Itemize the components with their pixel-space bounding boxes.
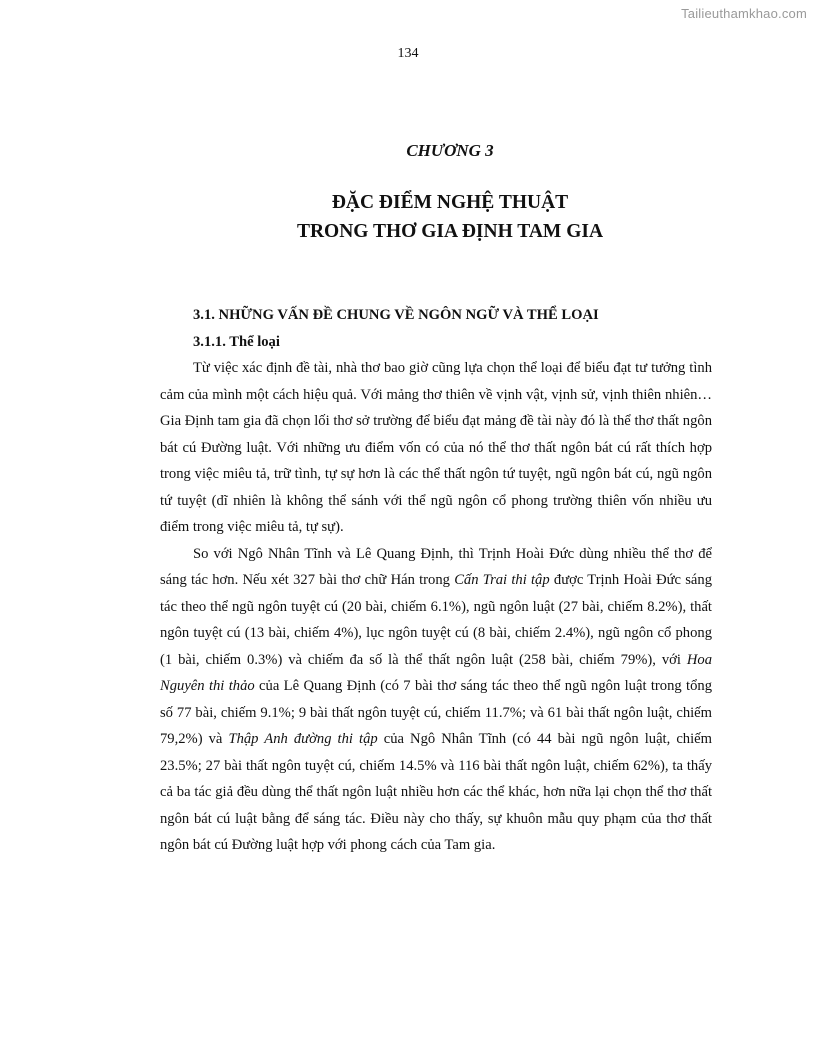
chapter-label: CHƯƠNG 3 <box>406 141 494 160</box>
paragraph-genre-statistics <box>160 541 712 859</box>
book-title-thap-anh: Thập Anh đường thi tập <box>228 731 378 747</box>
page-body <box>160 302 712 859</box>
text-span: của Lê Quang Định (có 7 bài thơ sáng tác theo thể ngũ ngôn luật trong tổng số 77 bài, chiếm 9.1%; 9 bài thất ngôn tuyệt cú, chiếm 11.7%; và 61 bài thất ngôn luật, chiếm 79,2%) và <box>160 678 712 747</box>
chapter-title-line-2: TRONG THƠ GIA ĐỊNH TAM GIA <box>296 221 604 242</box>
watermark: Tailieuthamkhao.com <box>681 6 807 21</box>
text-span: của Ngô Nhân Tĩnh (có 44 bài ngũ ngôn luật, chiếm 23.5%; 27 bài thất ngôn tuyệt cú, chiếm 14.5% và 116 bài thất ngôn luật, chiếm 62%), ta thấy cả ba tác giả đều dùng thể thất ngôn luật nhiều hơn các thể khác, hơn nữa lại chọn thể thơ thất ngôn bát cú luật bằng để sáng tác. Điều này cho thấy, sự khuôn mẫu quy phạm của thơ thất ngôn bát cú Đường luật hợp với phong cách của Tam gia. <box>160 731 712 853</box>
section-heading: 3.1. NHỮNG VẤN ĐỀ CHUNG VỀ NGÔN NGỮ VÀ THỂ LOẠI <box>193 307 599 323</box>
subsection-heading: 3.1.1. Thể loại <box>193 333 280 350</box>
book-title-hoa-nguyen: Hoa Nguyên thi thảo <box>160 651 712 694</box>
book-title-can-trai: Cấn Trai thi tập <box>454 572 550 588</box>
chapter-title-line-1: ĐẶC ĐIỂM NGHỆ THUẬT <box>331 192 569 213</box>
page-number: 134 <box>397 46 419 61</box>
paragraph-genre-choice: Từ việc xác định đề tài, nhà thơ bao giờ cũng lựa chọn thể loại để biểu đạt tư tưởng tình cảm của mình một cách hiệu quả. Với mảng thơ thiên về vịnh vật, vịnh sử, vịnh thiên nhiên… Gia Định tam gia đã chọn lối thơ sở trường để biểu đạt mảng đề tài này đó là thể thơ thất ngôn bát cú Đường luật. Với những ưu điểm vốn có của nó thể thơ thất ngôn bát cú rất thích hợp trong việc miêu tả, trữ tình, tự sự hơn là các thể thất ngôn tứ tuyệt, ngũ ngôn bát cú, ngũ ngôn tứ tuyệt (dĩ nhiên là không thể sánh với thể ngũ ngôn cổ phong trường thiên vốn nhiều ưu điểm trong việc miêu tả, tự sự). <box>160 360 712 535</box>
text-span: So với Ngô Nhân Tĩnh và Lê Quang Định, thì Trịnh Hoài Đức dùng nhiều thể thơ để sáng tác hơn. Nếu xét 327 bài thơ chữ Hán trong <box>160 545 712 588</box>
text-span: được Trịnh Hoài Đức sáng tác theo thể ngũ ngôn tuyệt cú (20 bài, chiếm 6.1%), ngũ ngôn luật (27 bài, chiếm 8.2%), thất ngôn tuyệt cú (13 bài, chiếm 4%), lục ngôn tuyệt cú (8 bài, chiếm 2.4%), ngũ ngôn cổ phong (1 bài, chiếm 0.3%) và chiếm đa số là thể thất ngôn luật (258 bài, chiếm 79%), với <box>160 572 712 668</box>
chapter-title <box>0 188 816 246</box>
